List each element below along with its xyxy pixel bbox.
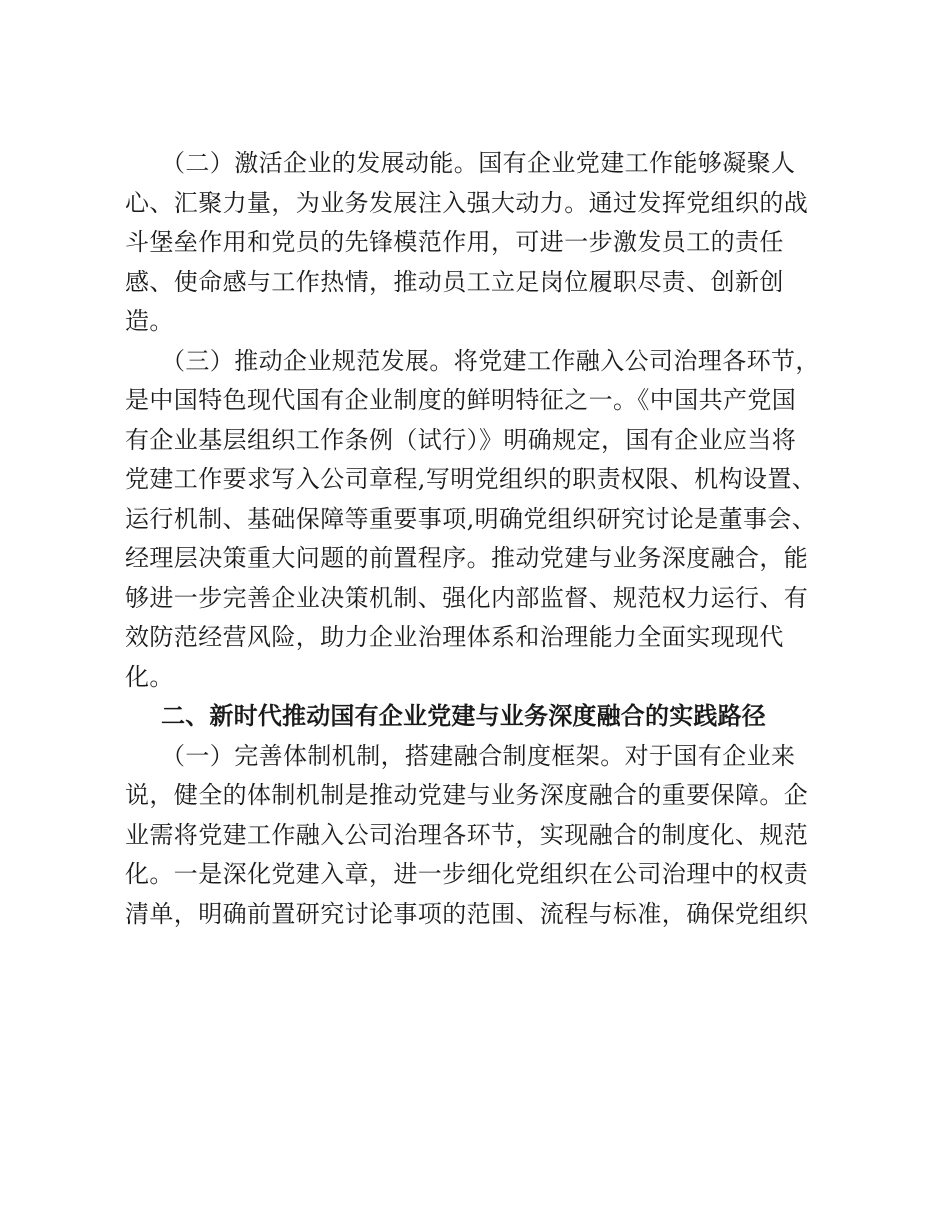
text-line: 清单，明确前置研究讨论事项的范围、流程与标准，确保党组织 — [125, 899, 809, 928]
section-heading-text: 二、新时代推动国有企业党建与业务深度融合的实践路径 — [161, 702, 766, 730]
text-line: 党建工作要求写入公司章程,写明党组织的职责权限、机构设置、 — [125, 465, 817, 493]
text-line: 是中国特色现代国有企业制度的鲜明特征之一。《中国共产党国 — [125, 386, 797, 414]
text-line: 有企业基层组织工作条例（试行）》明确规定，国有企业应当将 — [125, 425, 797, 454]
text-line: 够进一步完善企业决策机制、强化内部监督、规范权力运行、有 — [125, 583, 809, 612]
text-line: 运行机制、基础保障等重要事项,明确党组织研究讨论是董事会、 — [125, 504, 817, 533]
text-line: 造。 — [125, 307, 174, 335]
paragraph-improve-mechanisms — [125, 737, 825, 935]
text-line: 感、使命感与工作热情，推动员工立足岗位履职尽责、创新创 — [125, 267, 784, 296]
text-line: （三）推动企业规范发展。将党建工作融入公司治理各环节， — [161, 346, 820, 375]
document-body — [125, 144, 825, 934]
text-line: （一）完善体制机制，搭建融合制度框架。对于国有企业来 — [161, 741, 796, 770]
text-line: 说，健全的体制机制是推动党建与业务深度融合的重要保障。企 — [125, 781, 809, 809]
text-line: 效防范经营风险，助力企业治理体系和治理能力全面实现现代 — [125, 623, 784, 651]
text-line: 经理层决策重大问题的前置程序。推动党建与业务深度融合，能 — [125, 544, 809, 572]
text-line: 化。一是深化党建入章，进一步细化党组织在公司治理中的权责 — [125, 860, 809, 888]
section-heading — [125, 697, 825, 737]
paragraph-activate-momentum — [125, 144, 825, 342]
text-line: 化。 — [125, 662, 174, 691]
text-line: 心、汇聚力量，为业务发展注入强大动力。通过发挥党组织的战 — [125, 188, 809, 217]
paragraph-standardized-development — [125, 342, 825, 698]
text-line: 业需将党建工作融入公司治理各环节，实现融合的制度化、规范 — [125, 820, 809, 849]
text-line: （二）激活企业的发展动能。国有企业党建工作能够凝聚人 — [161, 149, 796, 177]
text-line: 斗堡垒作用和党员的先锋模范作用，可进一步激发员工的责任 — [125, 228, 784, 256]
